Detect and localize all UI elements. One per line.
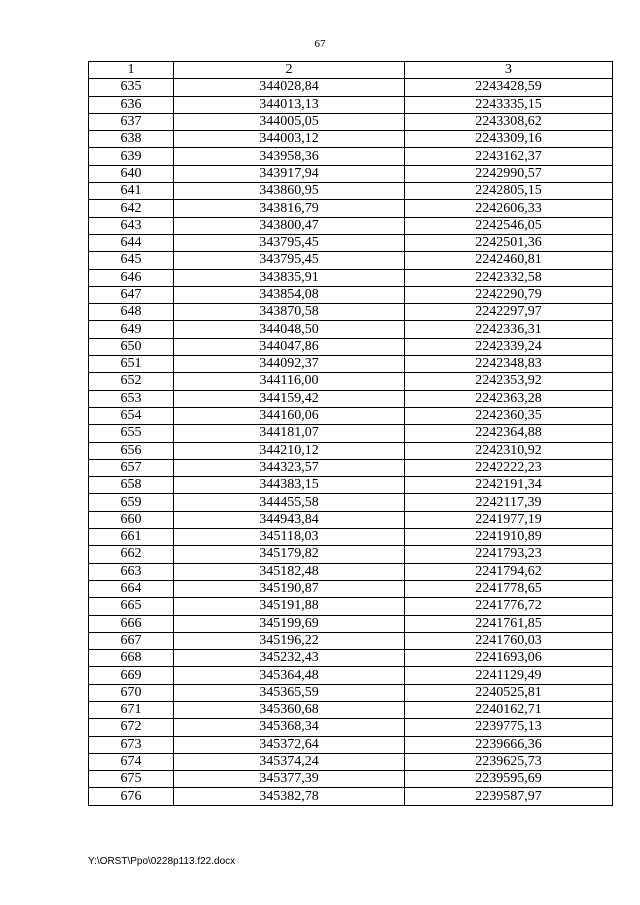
table-row (89, 771, 613, 788)
point-number-cell: 657 (89, 459, 174, 476)
x-coordinate-cell: 344455,58 (174, 494, 405, 511)
x-coordinate-cell: 343958,36 (174, 148, 405, 165)
x-coordinate-cell: 344047,86 (174, 338, 405, 355)
x-coordinate-cell: 343860,95 (174, 183, 405, 200)
x-coordinate-cell: 345179,82 (174, 546, 405, 563)
table-row (89, 753, 613, 770)
table-row (89, 165, 613, 182)
point-number-cell: 661 (89, 529, 174, 546)
table-row (89, 511, 613, 528)
table-row (89, 529, 613, 546)
table-row (89, 390, 613, 407)
point-number-cell: 642 (89, 200, 174, 217)
table-row (89, 234, 613, 251)
point-number-cell: 648 (89, 304, 174, 321)
table-row (89, 148, 613, 165)
point-number-cell: 660 (89, 511, 174, 528)
x-coordinate-cell: 345232,43 (174, 650, 405, 667)
y-coordinate-cell: 2239775,13 (405, 719, 613, 736)
x-coordinate-cell: 345365,59 (174, 684, 405, 701)
point-number-cell: 651 (89, 356, 174, 373)
table-row (89, 96, 613, 113)
y-coordinate-cell: 2242501,36 (405, 234, 613, 251)
table-row (89, 407, 613, 424)
point-number-cell: 645 (89, 252, 174, 269)
table-row (89, 131, 613, 148)
point-number-cell: 637 (89, 113, 174, 130)
y-coordinate-cell: 2241977,19 (405, 511, 613, 528)
point-number-cell: 659 (89, 494, 174, 511)
table-row (89, 356, 613, 373)
y-coordinate-cell: 2241776,72 (405, 598, 613, 615)
point-number-cell: 655 (89, 425, 174, 442)
point-number-cell: 664 (89, 580, 174, 597)
point-number-cell: 649 (89, 321, 174, 338)
table-row (89, 563, 613, 580)
y-coordinate-cell: 2242353,92 (405, 373, 613, 390)
x-coordinate-cell: 344003,12 (174, 131, 405, 148)
table-row (89, 788, 613, 805)
coordinates-table (88, 61, 613, 806)
point-number-cell: 662 (89, 546, 174, 563)
x-coordinate-cell: 345360,68 (174, 701, 405, 718)
point-number-cell: 650 (89, 338, 174, 355)
y-coordinate-cell: 2243162,37 (405, 148, 613, 165)
point-number-cell: 644 (89, 234, 174, 251)
y-coordinate-cell: 2242117,39 (405, 494, 613, 511)
x-coordinate-cell: 345118,03 (174, 529, 405, 546)
x-coordinate-cell: 345182,48 (174, 563, 405, 580)
table-row (89, 701, 613, 718)
point-number-cell: 653 (89, 390, 174, 407)
table-row (89, 719, 613, 736)
y-coordinate-cell: 2242460,81 (405, 252, 613, 269)
y-coordinate-cell: 2242332,58 (405, 269, 613, 286)
table-row (89, 494, 613, 511)
x-coordinate-cell: 343795,45 (174, 252, 405, 269)
table-row (89, 373, 613, 390)
x-coordinate-cell: 345382,78 (174, 788, 405, 805)
y-coordinate-cell: 2242339,24 (405, 338, 613, 355)
point-number-cell: 656 (89, 442, 174, 459)
x-coordinate-cell: 345368,34 (174, 719, 405, 736)
table-row (89, 615, 613, 632)
file-path-footer: Y:\ORST\Ppo\0228p113.f22.docx (88, 856, 236, 867)
point-number-cell: 665 (89, 598, 174, 615)
point-number-cell: 639 (89, 148, 174, 165)
x-coordinate-cell: 343854,08 (174, 286, 405, 303)
y-coordinate-cell: 2243309,16 (405, 131, 613, 148)
y-coordinate-cell: 2242546,05 (405, 217, 613, 234)
y-coordinate-cell: 2241693,06 (405, 650, 613, 667)
x-coordinate-cell: 344013,13 (174, 96, 405, 113)
x-coordinate-cell: 343795,45 (174, 234, 405, 251)
x-coordinate-cell: 343917,94 (174, 165, 405, 182)
point-number-cell: 673 (89, 736, 174, 753)
y-coordinate-cell: 2239666,36 (405, 736, 613, 753)
x-coordinate-cell: 345372,64 (174, 736, 405, 753)
point-number-cell: 654 (89, 407, 174, 424)
table-row (89, 684, 613, 701)
x-coordinate-cell: 345364,48 (174, 667, 405, 684)
x-coordinate-cell: 344323,57 (174, 459, 405, 476)
point-number-cell: 667 (89, 632, 174, 649)
table-row (89, 338, 613, 355)
table-row (89, 459, 613, 476)
x-coordinate-cell: 343835,91 (174, 269, 405, 286)
y-coordinate-cell: 2242191,34 (405, 477, 613, 494)
y-coordinate-cell: 2239587,97 (405, 788, 613, 805)
x-coordinate-cell: 344943,84 (174, 511, 405, 528)
column-header-2: 2 (174, 62, 405, 79)
y-coordinate-cell: 2242348,83 (405, 356, 613, 373)
table-row (89, 667, 613, 684)
x-coordinate-cell: 344160,06 (174, 407, 405, 424)
x-coordinate-cell: 345191,88 (174, 598, 405, 615)
y-coordinate-cell: 2242364,88 (405, 425, 613, 442)
point-number-cell: 663 (89, 563, 174, 580)
x-coordinate-cell: 344048,50 (174, 321, 405, 338)
y-coordinate-cell: 2241793,23 (405, 546, 613, 563)
x-coordinate-cell: 344092,37 (174, 356, 405, 373)
y-coordinate-cell: 2241760,03 (405, 632, 613, 649)
table-row (89, 425, 613, 442)
y-coordinate-cell: 2242363,28 (405, 390, 613, 407)
x-coordinate-cell: 345199,69 (174, 615, 405, 632)
y-coordinate-cell: 2239595,69 (405, 771, 613, 788)
point-number-cell: 669 (89, 667, 174, 684)
y-coordinate-cell: 2241761,85 (405, 615, 613, 632)
point-number-cell: 674 (89, 753, 174, 770)
table-row (89, 217, 613, 234)
table-row (89, 113, 613, 130)
table-row (89, 736, 613, 753)
point-number-cell: 635 (89, 79, 174, 96)
y-coordinate-cell: 2242990,57 (405, 165, 613, 182)
y-coordinate-cell: 2242222,23 (405, 459, 613, 476)
point-number-cell: 641 (89, 183, 174, 200)
point-number-cell: 675 (89, 771, 174, 788)
point-number-cell: 676 (89, 788, 174, 805)
y-coordinate-cell: 2241778,65 (405, 580, 613, 597)
page-number: 67 (314, 38, 326, 50)
x-coordinate-cell: 344005,05 (174, 113, 405, 130)
y-coordinate-cell: 2240525,81 (405, 684, 613, 701)
table-row (89, 650, 613, 667)
x-coordinate-cell: 345374,24 (174, 753, 405, 770)
x-coordinate-cell: 344028,84 (174, 79, 405, 96)
table-row (89, 580, 613, 597)
x-coordinate-cell: 345377,39 (174, 771, 405, 788)
column-header-1: 1 (89, 62, 174, 79)
point-number-cell: 658 (89, 477, 174, 494)
table-row (89, 79, 613, 96)
y-coordinate-cell: 2242606,33 (405, 200, 613, 217)
point-number-cell: 672 (89, 719, 174, 736)
point-number-cell: 646 (89, 269, 174, 286)
x-coordinate-cell: 343816,79 (174, 200, 405, 217)
y-coordinate-cell: 2241794,62 (405, 563, 613, 580)
point-number-cell: 670 (89, 684, 174, 701)
y-coordinate-cell: 2239625,73 (405, 753, 613, 770)
point-number-cell: 666 (89, 615, 174, 632)
x-coordinate-cell: 344116,00 (174, 373, 405, 390)
table-row (89, 286, 613, 303)
y-coordinate-cell: 2243428,59 (405, 79, 613, 96)
y-coordinate-cell: 2241129,49 (405, 667, 613, 684)
point-number-cell: 643 (89, 217, 174, 234)
point-number-cell: 640 (89, 165, 174, 182)
table-row (89, 598, 613, 615)
point-number-cell: 636 (89, 96, 174, 113)
y-coordinate-cell: 2241910,89 (405, 529, 613, 546)
y-coordinate-cell: 2243335,15 (405, 96, 613, 113)
x-coordinate-cell: 344181,07 (174, 425, 405, 442)
x-coordinate-cell: 344210,12 (174, 442, 405, 459)
table-row (89, 269, 613, 286)
table-row (89, 442, 613, 459)
table-row (89, 200, 613, 217)
y-coordinate-cell: 2240162,71 (405, 701, 613, 718)
point-number-cell: 652 (89, 373, 174, 390)
table-row (89, 477, 613, 494)
table-row (89, 252, 613, 269)
table-row (89, 632, 613, 649)
x-coordinate-cell: 345196,22 (174, 632, 405, 649)
table-row (89, 304, 613, 321)
point-number-cell: 647 (89, 286, 174, 303)
y-coordinate-cell: 2242336,31 (405, 321, 613, 338)
table-row (89, 546, 613, 563)
point-number-cell: 668 (89, 650, 174, 667)
column-header-3: 3 (405, 62, 613, 79)
x-coordinate-cell: 344159,42 (174, 390, 405, 407)
x-coordinate-cell: 345190,87 (174, 580, 405, 597)
point-number-cell: 638 (89, 131, 174, 148)
y-coordinate-cell: 2242290,79 (405, 286, 613, 303)
y-coordinate-cell: 2242297,97 (405, 304, 613, 321)
y-coordinate-cell: 2242310,92 (405, 442, 613, 459)
x-coordinate-cell: 343800,47 (174, 217, 405, 234)
point-number-cell: 671 (89, 701, 174, 718)
y-coordinate-cell: 2243308,62 (405, 113, 613, 130)
x-coordinate-cell: 344383,15 (174, 477, 405, 494)
table-row (89, 321, 613, 338)
y-coordinate-cell: 2242360,35 (405, 407, 613, 424)
x-coordinate-cell: 343870,58 (174, 304, 405, 321)
table-header-row (89, 62, 613, 79)
table-row (89, 183, 613, 200)
y-coordinate-cell: 2242805,15 (405, 183, 613, 200)
